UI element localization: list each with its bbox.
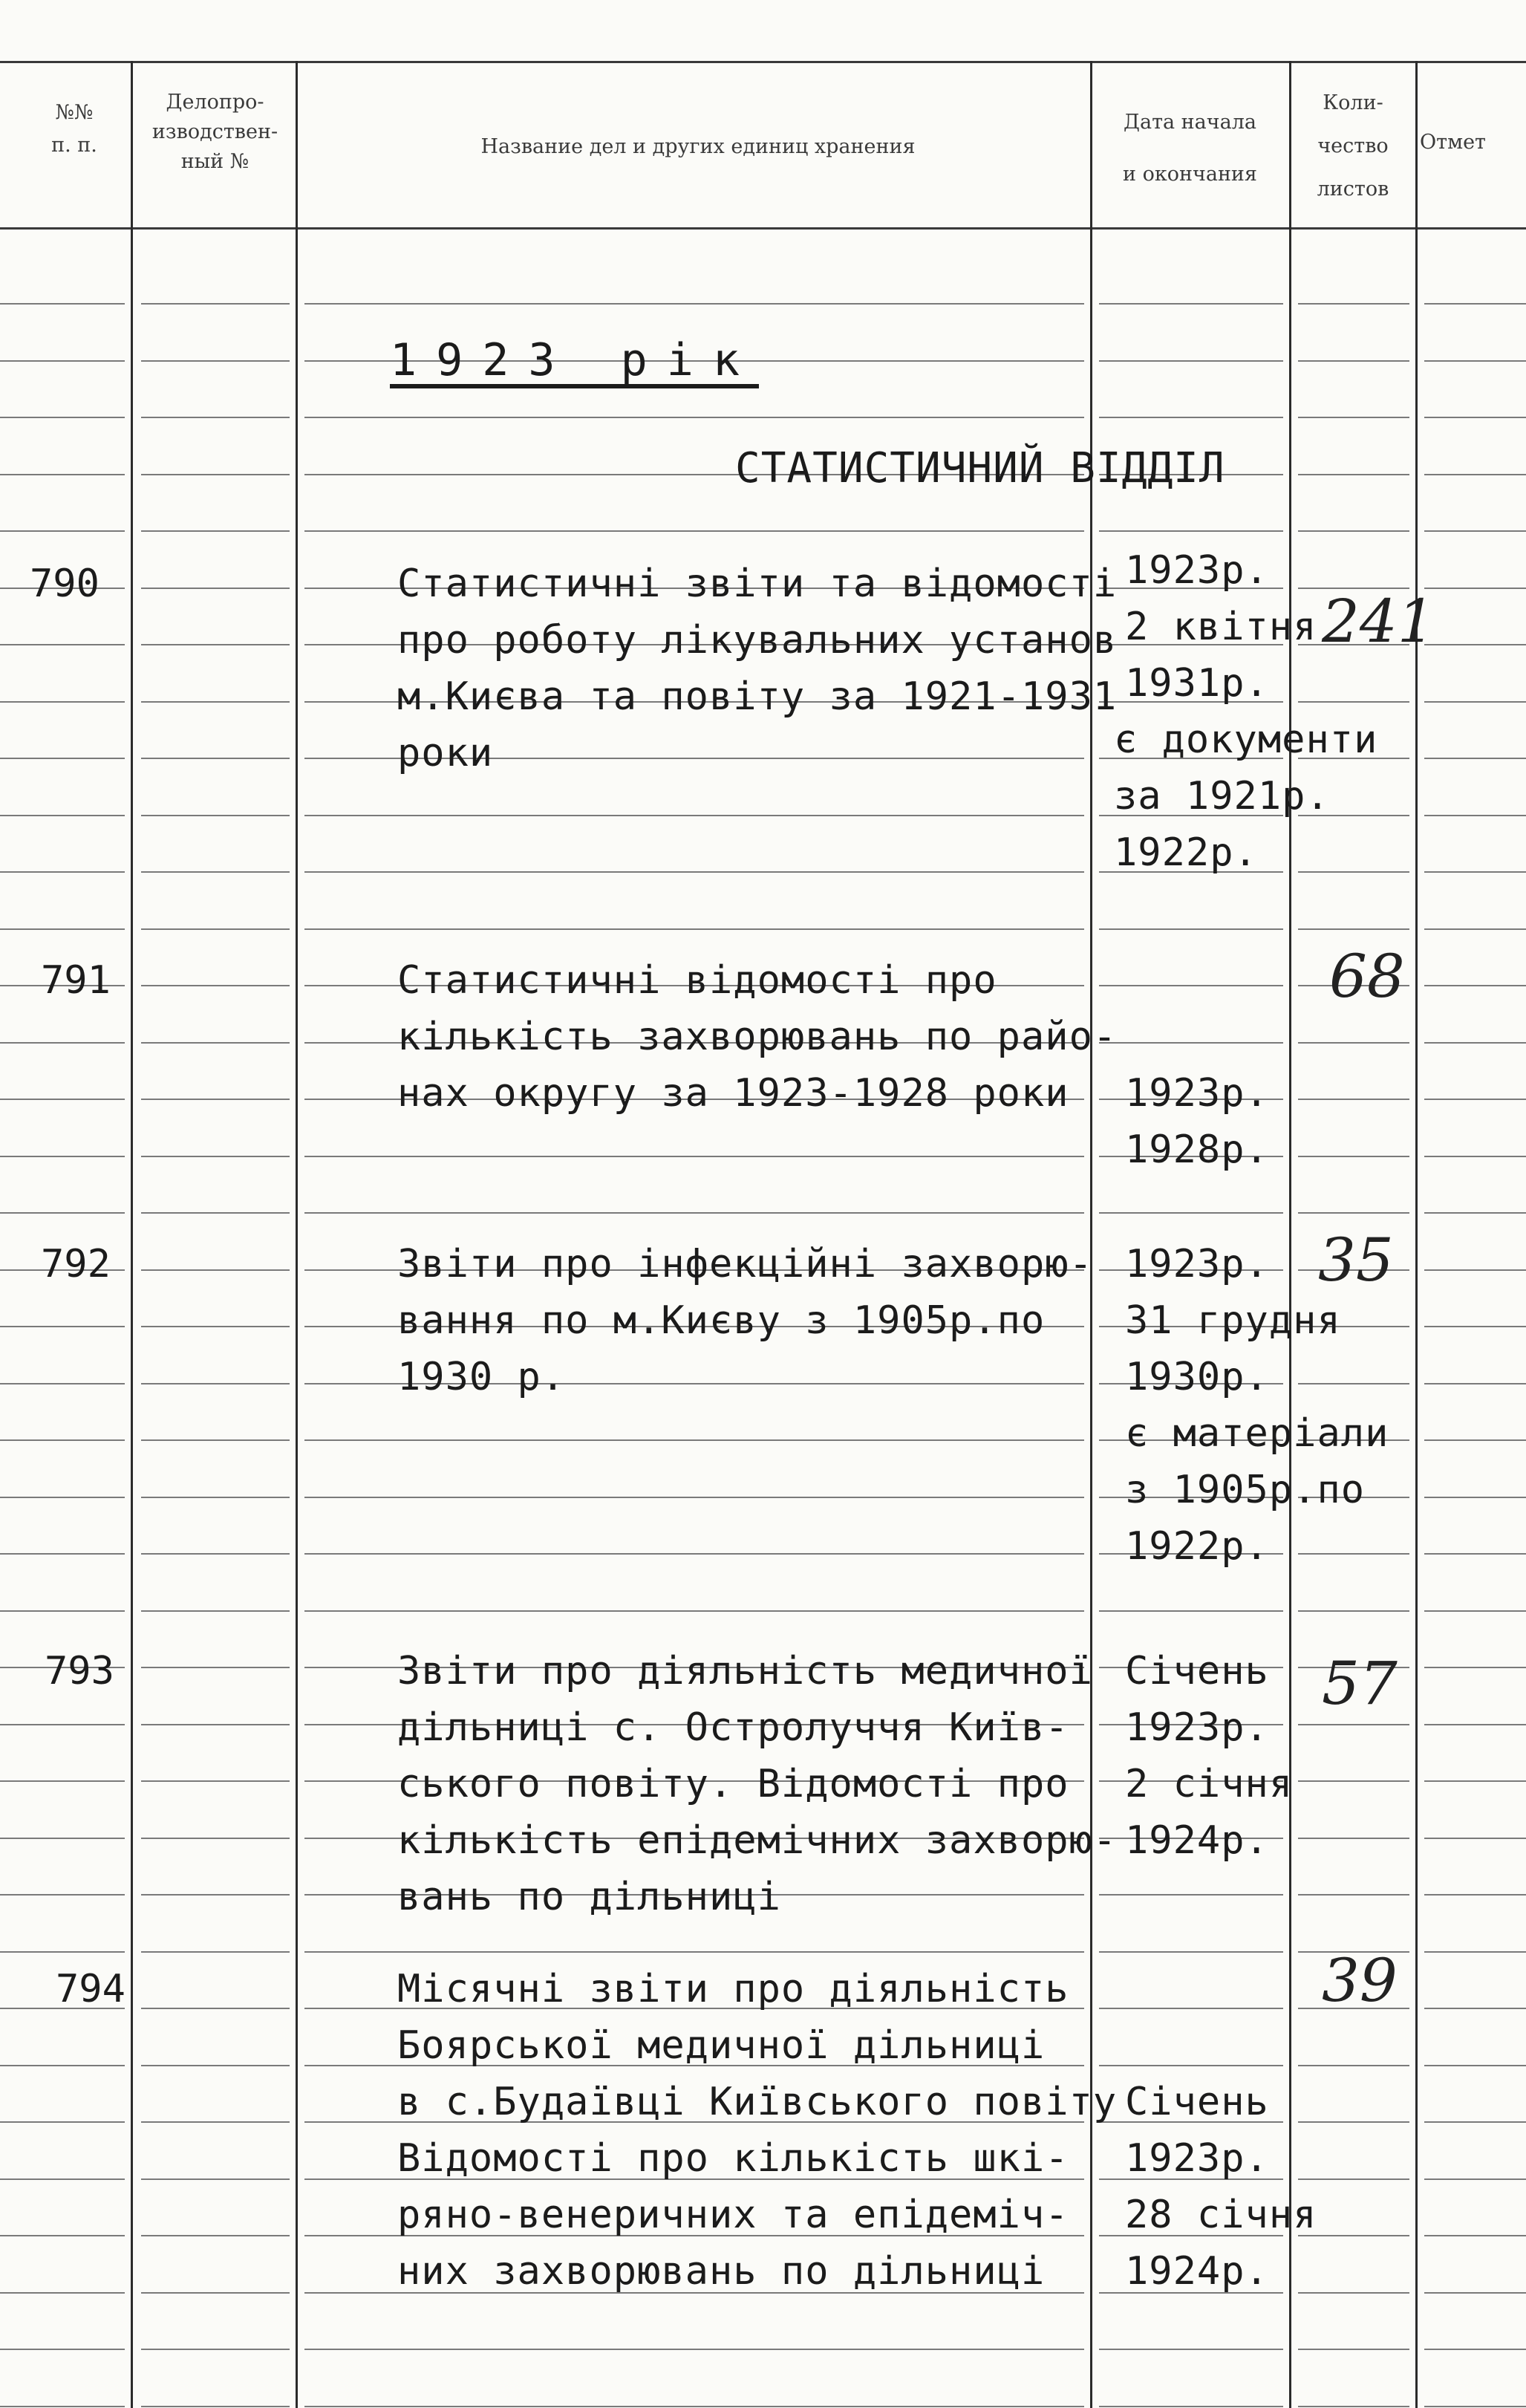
- row-title-line: ського повіту. Відомості про: [397, 1762, 1069, 1806]
- row-title-line: вання по м.Києву з 1905р.по: [397, 1298, 1046, 1343]
- ruled-line: [1298, 1724, 1409, 1725]
- ruled-line: [0, 1610, 125, 1612]
- ruled-line: [0, 1553, 125, 1555]
- row-title-line: ряно-венеричних та епідеміч-: [397, 2193, 1069, 2237]
- ruled-line: [141, 1780, 290, 1782]
- ruled-line: [1099, 2349, 1283, 2350]
- row-title-line: Відомості про кількість шкі-: [397, 2136, 1069, 2181]
- ruled-line: [141, 871, 290, 873]
- ruled-line: [1099, 360, 1283, 362]
- section-heading: СТАТИСТИЧНИЙ ВІДДІЛ: [735, 444, 1225, 492]
- ruled-line: [141, 1156, 290, 1157]
- ruled-line: [304, 1156, 1084, 1157]
- header-bottom-rule: [0, 227, 1526, 230]
- ruled-line: [1424, 303, 1526, 305]
- ruled-line: [141, 303, 290, 305]
- ruled-line: [1424, 530, 1526, 532]
- ruled-line: [1424, 1610, 1526, 1612]
- row-title-line: роки: [397, 731, 494, 775]
- ruled-line: [0, 1838, 125, 1839]
- row-number: 793: [45, 1649, 114, 1693]
- row-date-line: є документи: [1114, 717, 1378, 762]
- ruled-line: [0, 360, 125, 362]
- row-sheet-count: 39: [1322, 1946, 1398, 2015]
- col-divider-1: [131, 61, 133, 2408]
- row-date-line: 1923р.: [1125, 1242, 1269, 1286]
- ruled-line: [1424, 417, 1526, 418]
- ruled-line: [304, 1951, 1084, 1953]
- ruled-line: [0, 1780, 125, 1782]
- ruled-line: [1298, 928, 1409, 930]
- ruled-line: [1298, 1780, 1409, 1782]
- ruled-line: [1099, 2065, 1283, 2066]
- ruled-line: [1424, 1724, 1526, 1725]
- ruled-line: [1424, 1780, 1526, 1782]
- row-title-line: м.Києва та повіту за 1921-1931: [397, 674, 1118, 719]
- ruled-line: [0, 815, 125, 816]
- ruled-line: [1099, 1610, 1283, 1612]
- ruled-line: [1099, 1951, 1283, 1953]
- ruled-line: [141, 2235, 290, 2236]
- ruled-line: [0, 2178, 125, 2180]
- ruled-line: [141, 1383, 290, 1384]
- ruled-line: [0, 1497, 125, 1498]
- col-divider-3: [1090, 61, 1092, 2408]
- row-title-line: Статистичні відомості про: [397, 958, 997, 1003]
- header-dates: Дата начала и окончания: [1123, 111, 1257, 186]
- row-title-line: в с.Будаївці Київського повіту: [397, 2080, 1118, 2124]
- ruled-line: [1424, 1667, 1526, 1668]
- ruled-line: [304, 1497, 1084, 1498]
- col-divider-5: [1415, 61, 1418, 2408]
- ruled-line: [304, 1212, 1084, 1214]
- ruled-line: [0, 644, 125, 645]
- row-date-line: Січень: [1125, 1649, 1269, 1693]
- row-number: 794: [56, 1967, 125, 2011]
- ruled-line: [0, 1326, 125, 1327]
- row-title-line: 1930 р.: [397, 1355, 566, 1399]
- row-sheet-count: 57: [1322, 1649, 1398, 1718]
- ruled-line: [141, 2406, 290, 2407]
- ruled-line: [0, 871, 125, 873]
- ruled-line: [141, 1497, 290, 1498]
- ruled-line: [304, 1439, 1084, 1441]
- ruled-line: [0, 928, 125, 930]
- ruled-line: [141, 530, 290, 532]
- ruled-line: [141, 1951, 290, 1953]
- row-date-line: за 1921р.: [1114, 774, 1330, 819]
- ruled-line: [1298, 474, 1409, 475]
- ruled-line: [304, 1553, 1084, 1555]
- row-number: 790: [30, 562, 100, 606]
- ruled-line: [0, 2292, 125, 2294]
- ruled-line: [1424, 701, 1526, 703]
- ruled-line: [141, 1439, 290, 1441]
- ruled-line: [1424, 928, 1526, 930]
- header-number: №№ п. п.: [51, 101, 97, 157]
- ruled-line: [141, 1838, 290, 1839]
- ruled-line: [1298, 1212, 1409, 1214]
- ruled-line: [1298, 1610, 1409, 1612]
- row-date-line: 1923р.: [1125, 1705, 1269, 1750]
- ruled-line: [141, 1099, 290, 1100]
- ruled-line: [1099, 530, 1283, 532]
- ruled-line: [141, 644, 290, 645]
- row-date-line: 1923р.: [1125, 548, 1269, 593]
- ruled-line: [0, 303, 125, 305]
- ruled-line: [304, 815, 1084, 816]
- header-title: Название дел и других единиц хранения: [480, 135, 916, 158]
- ruled-line: [0, 1099, 125, 1100]
- ruled-line: [1099, 985, 1283, 986]
- ruled-line: [1298, 1894, 1409, 1896]
- row-title-line: дільниці с. Остролуччя Київ-: [397, 1705, 1069, 1750]
- ruled-line: [1099, 2008, 1283, 2009]
- ruled-line: [1298, 701, 1409, 703]
- ruled-line: [1424, 2406, 1526, 2407]
- header-sheets: Коли- чество листов: [1317, 91, 1389, 201]
- ruled-line: [141, 1042, 290, 1044]
- ruled-line: [1298, 2121, 1409, 2123]
- row-date-line: з 1905р.по: [1125, 1468, 1366, 1512]
- header-office-number: Делопро- изводствен- ный №: [151, 91, 278, 173]
- ruled-line: [0, 530, 125, 532]
- ruled-line: [1099, 2406, 1283, 2407]
- ruled-line: [1099, 417, 1283, 418]
- ruled-line: [0, 2349, 125, 2350]
- row-number: 792: [41, 1242, 111, 1286]
- row-date-line: 1928р.: [1125, 1127, 1269, 1172]
- ruled-line: [1099, 1042, 1283, 1044]
- ruled-line: [304, 928, 1084, 930]
- ruled-line: [1424, 1439, 1526, 1441]
- row-date-line: 28 січня: [1125, 2193, 1317, 2237]
- ruled-line: [1424, 2121, 1526, 2123]
- ruled-line: [304, 1610, 1084, 1612]
- row-title-line: Звіти про інфекційні захворю-: [397, 1242, 1093, 1286]
- ruled-line: [141, 1667, 290, 1668]
- row-title-line: них захворювань по дільниці: [397, 2249, 1046, 2294]
- ruled-line: [141, 1269, 290, 1271]
- ruled-line: [141, 1212, 290, 1214]
- ruled-line: [1424, 1099, 1526, 1100]
- top-rule: [0, 61, 1526, 63]
- ruled-line: [1424, 474, 1526, 475]
- row-date-line: 1922р.: [1114, 830, 1258, 875]
- ruled-line: [1298, 303, 1409, 305]
- row-date-line: є матеріали: [1125, 1411, 1389, 1456]
- ruled-line: [1424, 644, 1526, 645]
- ruled-line: [1424, 815, 1526, 816]
- ruled-line: [0, 1894, 125, 1896]
- row-title-line: кількість епідемічних захворю-: [397, 1818, 1118, 1863]
- row-date-line: 1922р.: [1125, 1524, 1269, 1569]
- ruled-line: [0, 1383, 125, 1384]
- col-divider-2: [296, 61, 298, 2408]
- ruled-line: [1424, 2008, 1526, 2009]
- ruled-line: [141, 758, 290, 759]
- ruled-line: [141, 474, 290, 475]
- ruled-line: [304, 530, 1084, 532]
- ruled-line: [1424, 2235, 1526, 2236]
- row-date-line: 2 квітня: [1125, 605, 1317, 649]
- ruled-line: [304, 303, 1084, 305]
- ruled-line: [141, 588, 290, 589]
- col-divider-4: [1289, 61, 1291, 2408]
- ruled-line: [1298, 1838, 1409, 1839]
- ruled-line: [1298, 871, 1409, 873]
- row-date-line: 1931р.: [1125, 661, 1269, 706]
- row-date-line: 1930р.: [1125, 1355, 1269, 1399]
- ruled-line: [1424, 871, 1526, 873]
- ruled-line: [0, 1439, 125, 1441]
- ruled-line: [1298, 1042, 1409, 1044]
- ruled-line: [0, 2406, 125, 2407]
- ruled-line: [1424, 1497, 1526, 1498]
- row-title-line: кількість захворювань по райо-: [397, 1015, 1118, 1059]
- row-date-line: 1923р.: [1125, 1071, 1269, 1116]
- ruled-line: [0, 758, 125, 759]
- ruled-line: [1424, 1042, 1526, 1044]
- ruled-line: [304, 871, 1084, 873]
- row-sheet-count: 241: [1322, 587, 1435, 656]
- ruled-line: [1424, 1838, 1526, 1839]
- ruled-line: [304, 2349, 1084, 2350]
- ruled-line: [1424, 2178, 1526, 2180]
- ruled-line: [141, 1894, 290, 1896]
- ruled-line: [1099, 928, 1283, 930]
- ruled-line: [1298, 2065, 1409, 2066]
- ruled-line: [141, 985, 290, 986]
- ruled-line: [0, 474, 125, 475]
- ruled-line: [1099, 303, 1283, 305]
- header-notes: Отмет: [1420, 131, 1486, 154]
- ruled-line: [1424, 1553, 1526, 1555]
- ruled-line: [0, 2235, 125, 2236]
- ruled-line: [141, 701, 290, 703]
- ruled-line: [1298, 2406, 1409, 2407]
- ruled-line: [304, 2406, 1084, 2407]
- ruled-line: [141, 2349, 290, 2350]
- ruled-line: [1424, 1951, 1526, 1953]
- ruled-line: [1298, 2349, 1409, 2350]
- ruled-line: [0, 1156, 125, 1157]
- row-title-line: про роботу лікувальних установ: [397, 618, 1118, 663]
- row-title-line: Статистичні звіти та відомості: [397, 562, 1118, 606]
- ruled-line: [1424, 1156, 1526, 1157]
- row-date-line: 31 грудня: [1125, 1298, 1341, 1343]
- ruled-line: [1424, 2349, 1526, 2350]
- row-number: 791: [41, 958, 111, 1003]
- ruled-line: [1298, 1553, 1409, 1555]
- row-date-line: Січень: [1125, 2080, 1269, 2124]
- ruled-line: [0, 1951, 125, 1953]
- ruled-line: [0, 1724, 125, 1725]
- ruled-line: [141, 1724, 290, 1725]
- ruled-line: [1298, 1383, 1409, 1384]
- ruled-line: [1298, 417, 1409, 418]
- ruled-line: [1298, 1156, 1409, 1157]
- ruled-line: [0, 2121, 125, 2123]
- ruled-line: [0, 1042, 125, 1044]
- ruled-line: [1424, 985, 1526, 986]
- ruled-line: [1099, 1212, 1283, 1214]
- ruled-line: [0, 2065, 125, 2066]
- ruled-line: [1298, 2178, 1409, 2180]
- ruled-line: [141, 360, 290, 362]
- row-date-line: 2 січня: [1125, 1762, 1294, 1806]
- row-title-line: Звіти про діяльність медичної: [397, 1649, 1093, 1693]
- ruled-line: [1099, 1894, 1283, 1896]
- ruled-line: [1424, 2292, 1526, 2294]
- ruled-line: [1424, 1383, 1526, 1384]
- row-title-line: нах округу за 1923-1928 роки: [397, 1071, 1069, 1116]
- ruled-line: [0, 1212, 125, 1214]
- ruled-line: [1424, 1894, 1526, 1896]
- ruled-line: [141, 928, 290, 930]
- ruled-line: [141, 1553, 290, 1555]
- ruled-line: [1298, 530, 1409, 532]
- ruled-line: [1298, 1099, 1409, 1100]
- ruled-line: [304, 417, 1084, 418]
- row-date-line: 1924р.: [1125, 1818, 1269, 1863]
- ruled-line: [141, 2121, 290, 2123]
- row-sheet-count: 68: [1329, 942, 1405, 1011]
- row-date-line: 1924р.: [1125, 2249, 1269, 2294]
- row-title-line: Боярської медичної дільниці: [397, 2023, 1046, 2068]
- ruled-line: [141, 1610, 290, 1612]
- ruled-line: [1424, 588, 1526, 589]
- year-heading: 1923 рік: [390, 334, 759, 386]
- ruled-line: [1424, 2065, 1526, 2066]
- ruled-line: [1424, 1269, 1526, 1271]
- ruled-line: [1424, 758, 1526, 759]
- ruled-line: [0, 701, 125, 703]
- row-title-line: вань по дільниці: [397, 1875, 781, 1919]
- ruled-line: [1424, 1326, 1526, 1327]
- ruled-line: [1424, 1212, 1526, 1214]
- ruled-line: [141, 2178, 290, 2180]
- ruled-line: [0, 417, 125, 418]
- ruled-line: [141, 2292, 290, 2294]
- ruled-line: [141, 1326, 290, 1327]
- ruled-line: [1298, 360, 1409, 362]
- ruled-line: [141, 815, 290, 816]
- row-date-line: 1923р.: [1125, 2136, 1269, 2181]
- row-title-line: Місячні звіти про діяльність: [397, 1967, 1069, 2011]
- row-sheet-count: 35: [1318, 1226, 1394, 1295]
- ruled-line: [141, 2065, 290, 2066]
- ruled-line: [141, 2008, 290, 2009]
- ruled-line: [141, 417, 290, 418]
- ruled-line: [1298, 2292, 1409, 2294]
- ruled-line: [1424, 360, 1526, 362]
